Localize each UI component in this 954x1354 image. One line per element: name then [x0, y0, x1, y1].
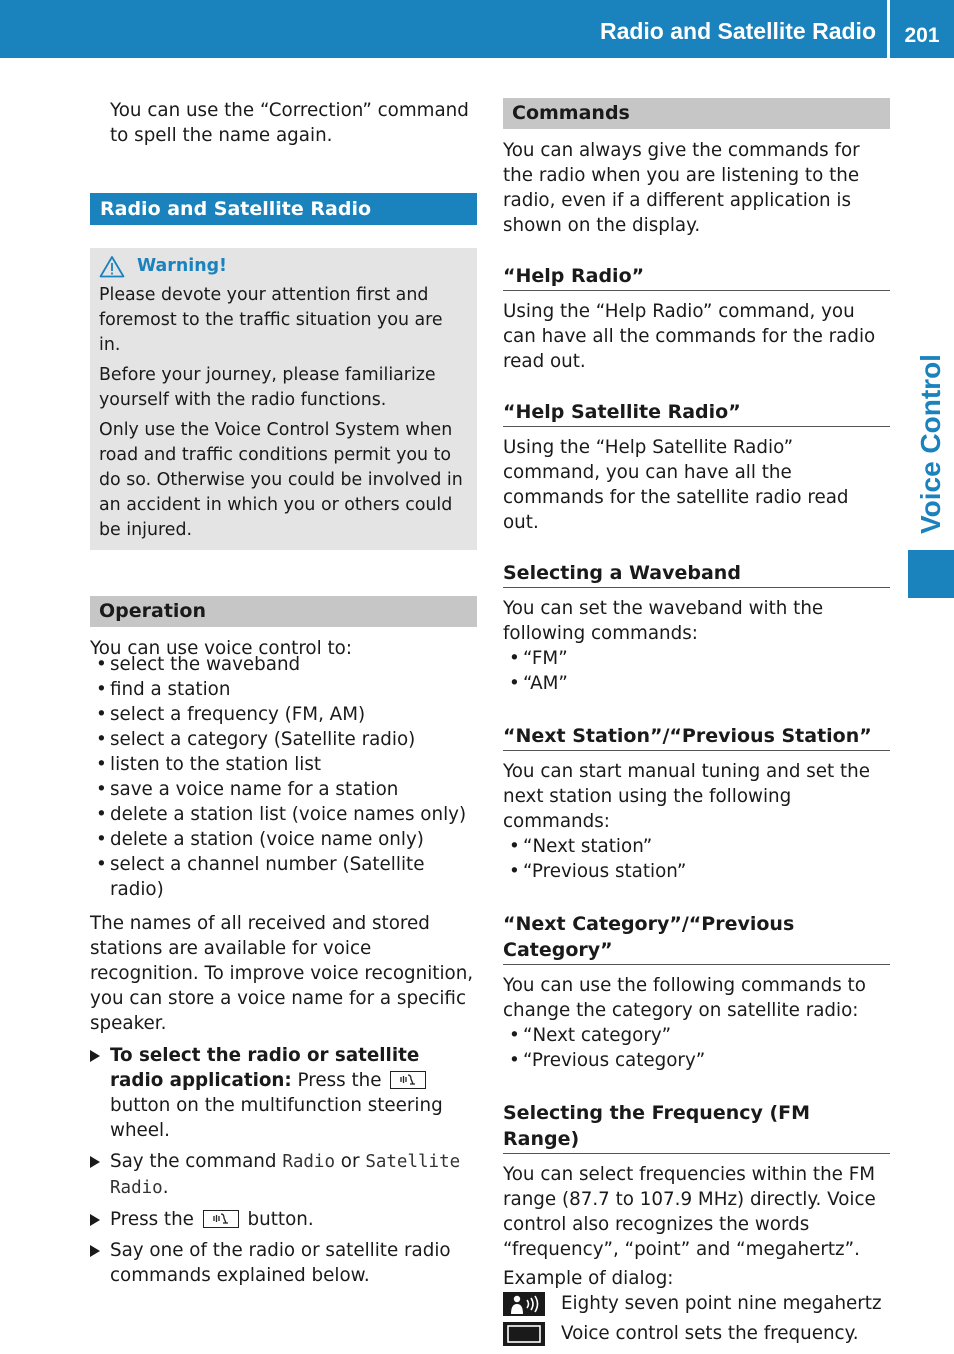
step-text: .: [162, 1177, 169, 1198]
arrow-bullet-icon: [90, 1214, 100, 1226]
heading-next-station: “Next Station”/“Previous Station”: [503, 723, 890, 751]
list-item: • delete a station (voice name only): [90, 827, 477, 852]
step-text: Press the: [110, 1209, 200, 1230]
list-item: • find a station: [90, 677, 477, 702]
list-item: • select the waveband: [90, 652, 477, 677]
page-number: 201: [904, 24, 940, 47]
right-column: [503, 98, 890, 1346]
dialog-line-user: [503, 1291, 890, 1316]
list-item: • listen to the station list: [90, 752, 477, 777]
step-item: [90, 1207, 477, 1232]
commands-text: You can always give the commands for the radio when you are listening to the radio, even if a different application is shown on the display.: [503, 140, 860, 236]
arrow-bullet-icon: [90, 1156, 100, 1168]
side-tab-label: Voice Control: [915, 354, 946, 534]
operation-list: [90, 652, 477, 902]
command-satellite-radio: Satellite Radio: [110, 1152, 461, 1198]
step-item: [90, 1043, 477, 1143]
warning-title: Warning!: [137, 256, 227, 276]
step-text: button on the multifunction steering wheel.: [110, 1095, 443, 1141]
heading-help-satellite-radio: “Help Satellite Radio”: [503, 399, 890, 427]
speaking-person-icon: [503, 1292, 545, 1316]
help-satellite-text: Using the “Help Satellite Radio” command, you can have all the commands for the satellite radio read out.: [503, 437, 849, 533]
heading-waveband: Selecting a Waveband: [503, 560, 890, 588]
list-item: • delete a station list (voice names only): [90, 802, 477, 827]
frequency-text: You can select frequencies within the FM range (87.7 to 107.9 MHz) directly. Voice control also recognizes the words “frequency”, “point” and “megahertz”.: [503, 1164, 876, 1260]
section-title-operation: Operation: [90, 596, 477, 627]
step-bold: To select the radio or satellite radio application:: [110, 1045, 420, 1091]
step-text: Press the: [291, 1070, 388, 1091]
warning-header: [99, 254, 468, 279]
arrow-bullet-icon: [90, 1050, 100, 1062]
arrow-bullet-icon: [90, 1245, 100, 1257]
list-item: • select a frequency (FM, AM): [90, 702, 477, 727]
list-item: • “Next category”: [503, 1023, 890, 1048]
intro-text: You can use the “Correction” command to spell the name again.: [110, 100, 469, 146]
example-label: Example of dialog:: [503, 1268, 674, 1289]
header-title: Radio and Satellite Radio: [599, 18, 876, 44]
list-item: • save a voice name for a station: [90, 777, 477, 802]
heading-next-category: “Next Category”/“Previous Category”: [503, 911, 890, 965]
left-column: [90, 98, 477, 1288]
list-item: • “FM”: [503, 646, 890, 671]
step-text: Say the command: [110, 1151, 283, 1172]
help-radio-text: Using the “Help Radio” command, you can have all the commands for the radio read out.: [503, 301, 876, 372]
voice-control-button-icon: [390, 1071, 426, 1089]
heading-help-radio: “Help Radio”: [503, 263, 890, 291]
warning-icon: [99, 255, 125, 278]
system-display-icon: [503, 1322, 545, 1346]
warning-paragraph: Before your journey, please familiarize yourself with the radio functions.: [99, 365, 436, 410]
list-item: • “Previous station”: [503, 859, 890, 884]
warning-paragraph: Only use the Voice Control System when road and traffic conditions permit you to do so. Otherwise you could be involved in an accident in which you or others could be injured.: [99, 420, 463, 540]
side-tab-marker: [908, 550, 954, 598]
heading-frequency: Selecting the Frequency (FM Range): [503, 1100, 890, 1154]
list-item: • select a channel number (Satellite radio): [90, 852, 477, 902]
dialog-text: Voice control sets the frequency.: [561, 1323, 859, 1344]
list-item: • “Next station”: [503, 834, 890, 859]
next-category-text: You can use the following commands to change the category on satellite radio:: [503, 975, 866, 1021]
step-text: button.: [241, 1209, 314, 1230]
operation-intro: You can use voice control to:: [90, 638, 353, 659]
next-station-text: You can start manual tuning and set the next station using the following commands:: [503, 761, 871, 832]
command-radio: Radio: [282, 1152, 335, 1172]
waveband-text: You can set the waveband with the following commands:: [503, 598, 824, 644]
warning-box: [90, 248, 477, 550]
warning-paragraph: Please devote your attention first and foremost to the traffic situation you are in.: [99, 285, 443, 355]
step-item: [90, 1238, 477, 1288]
step-item: [90, 1149, 477, 1201]
section-title-commands: Commands: [503, 98, 890, 129]
list-item: • select a category (Satellite radio): [90, 727, 477, 752]
list-item: • “Previous category”: [503, 1048, 890, 1073]
side-tab: [908, 354, 954, 534]
operation-paragraph: The names of all received and stored stations are available for voice recognition. To improve voice recognition, you can store a voice name for a specific speaker.: [90, 913, 474, 1034]
section-title-radio: Radio and Satellite Radio: [90, 193, 477, 225]
list-item: • “AM”: [503, 671, 890, 696]
voice-control-button-icon: [203, 1210, 239, 1228]
step-text: or: [335, 1151, 366, 1172]
dialog-text: Eighty seven point nine megahertz: [561, 1293, 882, 1314]
dialog-line-system: [503, 1321, 890, 1346]
step-text: Say one of the radio or satellite radio commands explained below.: [110, 1240, 451, 1286]
